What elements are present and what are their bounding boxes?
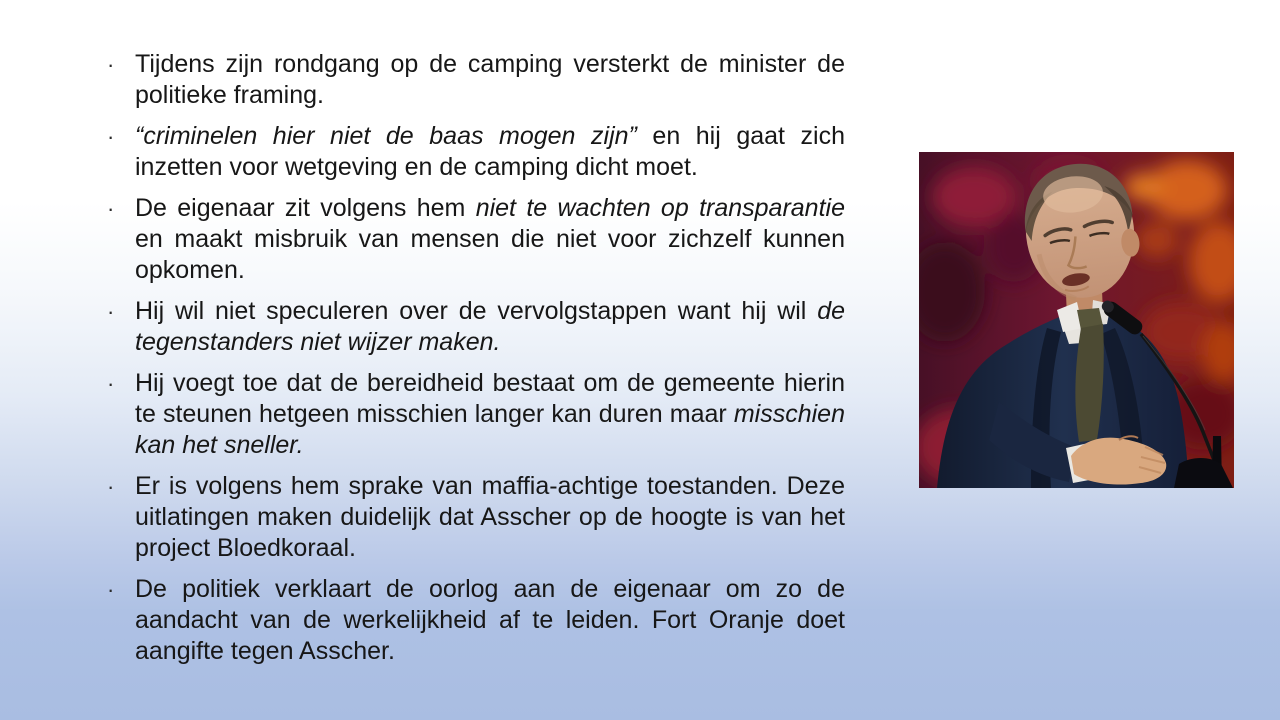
list-item (107, 368, 845, 461)
bullet-marker: · (107, 371, 115, 396)
bullet-text: De eigenaar zit volgens hem niet te wachten op transparantie en maakt misbruik van mensen die niet voor zichzelf kunnen opkomen. (135, 194, 845, 284)
bullet-marker: · (107, 124, 115, 149)
bullet-marker: · (107, 474, 115, 499)
speaker-photo-graphic (919, 152, 1234, 488)
bullet-text: Hij voegt toe dat de bereidheid bestaat om de gemeente hierin te steunen hetgeen misschien langer kan duren maar misschien kan het sneller. (135, 369, 845, 459)
bullet-text: “criminelen hier niet de baas mogen zijn” en hij gaat zich inzetten voor wetgeving en de camping dicht moet. (135, 122, 845, 181)
bullet-text: De politiek verklaart de oorlog aan de eigenaar om zo de aandacht van de werkelijkheid af te leiden. Fort Oranje doet aangifte tegen Asscher. (135, 575, 845, 665)
bullet-marker: · (107, 299, 115, 324)
bullet-marker: · (107, 52, 115, 77)
list-item (107, 193, 845, 286)
bullet-marker: · (107, 577, 115, 602)
bullet-text: Hij wil niet speculeren over de vervolgstappen want hij wil de tegenstanders niet wijzer maken. (135, 297, 845, 356)
list-item (107, 121, 845, 183)
bullet-marker: · (107, 196, 115, 221)
list-item (107, 574, 845, 667)
list-item (107, 296, 845, 358)
bullet-list (107, 49, 845, 677)
bullet-text: Tijdens zijn rondgang op de camping versterkt de minister de politieke framing. (135, 50, 845, 109)
speaker-photo (919, 152, 1234, 488)
list-item (107, 471, 845, 564)
list-item (107, 49, 845, 111)
bullet-text: Er is volgens hem sprake van maffia-achtige toestanden. Deze uitlatingen maken duidelijk dat Asscher op de hoogte is van het project Bloedkoraal. (135, 472, 845, 562)
